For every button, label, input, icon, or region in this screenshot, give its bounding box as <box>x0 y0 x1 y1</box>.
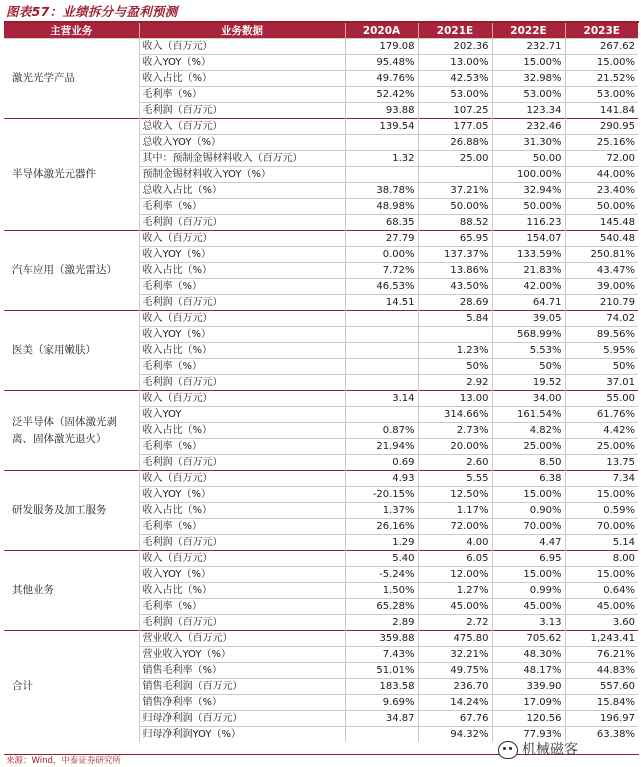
metric-label: 毛利润（百万元） <box>139 535 345 551</box>
value-cell <box>345 327 418 343</box>
metric-label: 毛利润（百万元） <box>139 455 345 471</box>
value-cell: 89.56% <box>565 327 638 343</box>
value-cell: 61.76% <box>565 407 638 423</box>
value-cell: 120.56 <box>492 711 565 727</box>
watermark <box>498 740 578 760</box>
value-cell: 7.34 <box>565 471 638 487</box>
value-cell: 210.79 <box>565 295 638 311</box>
metric-label: 总收入（百万元） <box>139 119 345 135</box>
value-cell: 25.00 <box>418 151 492 167</box>
value-cell: 19.52 <box>492 375 565 391</box>
value-cell: 290.95 <box>565 119 638 135</box>
value-cell: 2.92 <box>418 375 492 391</box>
value-cell: 65.28% <box>345 599 418 615</box>
value-cell: 141.84 <box>565 103 638 119</box>
value-cell: 540.48 <box>565 231 638 247</box>
value-cell: -20.15% <box>345 487 418 503</box>
value-cell: 2.60 <box>418 455 492 471</box>
value-cell: 5.40 <box>345 551 418 567</box>
value-cell: 21.83% <box>492 263 565 279</box>
value-cell <box>345 343 418 359</box>
value-cell: 45.00% <box>492 599 565 615</box>
value-cell: 50.00% <box>418 199 492 215</box>
value-cell: 314.66% <box>418 407 492 423</box>
metric-label: 毛利率（%） <box>139 439 345 455</box>
header-2020a: 2020A <box>345 23 418 39</box>
value-cell: 0.64% <box>565 583 638 599</box>
metric-label: 营业收入（百万元） <box>139 631 345 647</box>
metric-label: 收入YOY（%） <box>139 327 345 343</box>
header-2023e: 2023E <box>565 23 638 39</box>
header-2022e: 2022E <box>492 23 565 39</box>
value-cell: 21.52% <box>565 71 638 87</box>
metric-label: 收入占比（%） <box>139 583 345 599</box>
value-cell: 67.76 <box>418 711 492 727</box>
value-cell: 32.21% <box>418 647 492 663</box>
value-cell: 5.55 <box>418 471 492 487</box>
table-row <box>4 119 638 135</box>
value-cell: 26.88% <box>418 135 492 151</box>
value-cell: -5.24% <box>345 567 418 583</box>
value-cell: 38.78% <box>345 183 418 199</box>
value-cell: 2.89 <box>345 615 418 631</box>
value-cell: 0.69 <box>345 455 418 471</box>
value-cell: 63.38% <box>565 727 638 743</box>
segment-name: 半导体激光元器件 <box>4 119 139 231</box>
value-cell: 3.14 <box>345 391 418 407</box>
value-cell: 1.17% <box>418 503 492 519</box>
segment-name: 医美（家用嫩肤） <box>4 311 139 391</box>
value-cell: 32.98% <box>492 71 565 87</box>
header-segment: 主营业务 <box>4 23 139 39</box>
value-cell: 12.00% <box>418 567 492 583</box>
metric-label: 收入占比（%） <box>139 503 345 519</box>
value-cell: 37.21% <box>418 183 492 199</box>
value-cell: 557.60 <box>565 679 638 695</box>
value-cell: 5.53% <box>492 343 565 359</box>
value-cell: 9.69% <box>345 695 418 711</box>
value-cell: 49.75% <box>418 663 492 679</box>
value-cell: 72.00% <box>418 519 492 535</box>
table-row <box>4 391 638 407</box>
value-cell: 0.87% <box>345 423 418 439</box>
metric-label: 收入占比（%） <box>139 71 345 87</box>
value-cell: 50% <box>565 359 638 375</box>
value-cell: 74.02 <box>565 311 638 327</box>
value-cell: 43.47% <box>565 263 638 279</box>
value-cell: 50% <box>418 359 492 375</box>
metric-label: 总收入占比（%） <box>139 183 345 199</box>
value-cell: 6.95 <box>492 551 565 567</box>
metric-label: 毛利率（%） <box>139 599 345 615</box>
value-cell: 107.25 <box>418 103 492 119</box>
metric-label: 毛利润（百万元） <box>139 615 345 631</box>
value-cell: 15.00% <box>492 55 565 71</box>
metric-label: 其中：预制金锡材料收入（百万元） <box>139 151 345 167</box>
value-cell: 27.79 <box>345 231 418 247</box>
metric-label: 毛利率（%） <box>139 359 345 375</box>
value-cell: 359.88 <box>345 631 418 647</box>
value-cell: 39.00% <box>565 279 638 295</box>
value-cell: 94.32% <box>418 727 492 743</box>
figure-title: 图表57：业绩拆分与盈利预测 <box>6 4 178 19</box>
value-cell: 154.07 <box>492 231 565 247</box>
value-cell: 70.00% <box>565 519 638 535</box>
value-cell: 49.76% <box>345 71 418 87</box>
value-cell <box>345 135 418 151</box>
value-cell: 161.54% <box>492 407 565 423</box>
metric-label: 收入（百万元） <box>139 391 345 407</box>
value-cell: 202.36 <box>418 39 492 55</box>
segment-name: 激光光学产品 <box>4 39 139 119</box>
value-cell: 50% <box>492 359 565 375</box>
metric-label: 收入（百万元） <box>139 471 345 487</box>
value-cell: 42.00% <box>492 279 565 295</box>
value-cell: 88.52 <box>418 215 492 231</box>
table-body <box>4 39 638 743</box>
value-cell: 12.50% <box>418 487 492 503</box>
value-cell: 232.46 <box>492 119 565 135</box>
value-cell: 25.00% <box>492 439 565 455</box>
value-cell: 123.34 <box>492 103 565 119</box>
value-cell: 25.16% <box>565 135 638 151</box>
metric-label: 归母净利润（百万元） <box>139 711 345 727</box>
value-cell: 53.00% <box>565 87 638 103</box>
value-cell: 51.01% <box>345 663 418 679</box>
value-cell: 26.16% <box>345 519 418 535</box>
value-cell: 14.24% <box>418 695 492 711</box>
value-cell: 145.48 <box>565 215 638 231</box>
value-cell: 34.00 <box>492 391 565 407</box>
value-cell: 15.00% <box>565 487 638 503</box>
value-cell: 31.30% <box>492 135 565 151</box>
value-cell: 53.00% <box>418 87 492 103</box>
value-cell: 4.42% <box>565 423 638 439</box>
value-cell: 8.00 <box>565 551 638 567</box>
value-cell: 42.53% <box>418 71 492 87</box>
value-cell: 55.00 <box>565 391 638 407</box>
header-2021e: 2021E <box>418 23 492 39</box>
value-cell: 0.90% <box>492 503 565 519</box>
value-cell: 64.71 <box>492 295 565 311</box>
metric-label: 收入YOY（%） <box>139 55 345 71</box>
value-cell: 25.00% <box>565 439 638 455</box>
value-cell <box>345 167 418 183</box>
value-cell: 95.48% <box>345 55 418 71</box>
metric-label: 收入YOY <box>139 407 345 423</box>
value-cell: 0.00% <box>345 247 418 263</box>
header-metric: 业务数据 <box>139 23 345 39</box>
value-cell: 48.98% <box>345 199 418 215</box>
value-cell: 1.29 <box>345 535 418 551</box>
value-cell: 4.93 <box>345 471 418 487</box>
value-cell: 3.60 <box>565 615 638 631</box>
metric-label: 归母净利润YOY（%） <box>139 727 345 743</box>
value-cell: 45.00% <box>565 599 638 615</box>
table-row <box>4 311 638 327</box>
metric-label: 毛利润（百万元） <box>139 215 345 231</box>
value-cell: 93.88 <box>345 103 418 119</box>
value-cell: 23.40% <box>565 183 638 199</box>
value-cell: 7.72% <box>345 263 418 279</box>
value-cell: 177.05 <box>418 119 492 135</box>
metric-label: 收入（百万元） <box>139 311 345 327</box>
value-cell: 50.00 <box>492 151 565 167</box>
value-cell: 133.59% <box>492 247 565 263</box>
table-row <box>4 39 638 55</box>
value-cell: 15.84% <box>565 695 638 711</box>
value-cell: 0.99% <box>492 583 565 599</box>
table-header-row <box>4 23 638 39</box>
segment-name: 其他业务 <box>4 551 139 631</box>
value-cell: 14.51 <box>345 295 418 311</box>
value-cell: 53.00% <box>492 87 565 103</box>
value-cell: 339.90 <box>492 679 565 695</box>
value-cell <box>345 727 418 743</box>
wechat-logo-icon <box>498 741 518 759</box>
value-cell: 5.14 <box>565 535 638 551</box>
value-cell <box>345 407 418 423</box>
metric-label: 收入（百万元） <box>139 231 345 247</box>
metric-label: 毛利润（百万元） <box>139 103 345 119</box>
value-cell: 43.50% <box>418 279 492 295</box>
value-cell: 15.00% <box>565 567 638 583</box>
value-cell: 8.50 <box>492 455 565 471</box>
metric-label: 销售毛利率（%） <box>139 663 345 679</box>
value-cell <box>345 375 418 391</box>
value-cell: 4.82% <box>492 423 565 439</box>
value-cell: 21.94% <box>345 439 418 455</box>
metric-label: 收入占比（%） <box>139 423 345 439</box>
value-cell: 1.27% <box>418 583 492 599</box>
value-cell: 15.00% <box>492 487 565 503</box>
value-cell: 76.21% <box>565 647 638 663</box>
metric-label: 预制金锡材料收入YOY（%） <box>139 167 345 183</box>
value-cell: 7.43% <box>345 647 418 663</box>
metric-label: 毛利率（%） <box>139 279 345 295</box>
value-cell: 196.97 <box>565 711 638 727</box>
value-cell: 1,243.41 <box>565 631 638 647</box>
value-cell: 15.00% <box>565 55 638 71</box>
value-cell: 77.93% <box>492 727 565 743</box>
value-cell: 1.37% <box>345 503 418 519</box>
forecast-table <box>4 23 638 742</box>
value-cell: 52.42% <box>345 87 418 103</box>
value-cell: 1.23% <box>418 343 492 359</box>
metric-label: 收入占比（%） <box>139 343 345 359</box>
value-cell: 39.05 <box>492 311 565 327</box>
value-cell <box>345 359 418 375</box>
source-note: 来源：Wind，中泰证券研究所 <box>6 756 121 766</box>
value-cell: 232.71 <box>492 39 565 55</box>
value-cell: 183.58 <box>345 679 418 695</box>
value-cell: 48.17% <box>492 663 565 679</box>
metric-label: 收入（百万元） <box>139 551 345 567</box>
value-cell: 137.37% <box>418 247 492 263</box>
segment-name: 合计 <box>4 631 139 743</box>
value-cell: 20.00% <box>418 439 492 455</box>
metric-label: 收入YOY（%） <box>139 567 345 583</box>
value-cell: 17.09% <box>492 695 565 711</box>
value-cell: 32.94% <box>492 183 565 199</box>
value-cell: 267.62 <box>565 39 638 55</box>
value-cell: 46.53% <box>345 279 418 295</box>
value-cell: 475.80 <box>418 631 492 647</box>
value-cell: 44.83% <box>565 663 638 679</box>
metric-label: 收入占比（%） <box>139 263 345 279</box>
metric-label: 毛利率（%） <box>139 519 345 535</box>
value-cell: 48.30% <box>492 647 565 663</box>
value-cell: 28.69 <box>418 295 492 311</box>
value-cell: 72.00 <box>565 151 638 167</box>
metric-label: 总收入YOY（%） <box>139 135 345 151</box>
value-cell: 45.00% <box>418 599 492 615</box>
value-cell: 4.47 <box>492 535 565 551</box>
value-cell <box>418 167 492 183</box>
value-cell: 13.86% <box>418 263 492 279</box>
value-cell: 6.05 <box>418 551 492 567</box>
value-cell: 65.95 <box>418 231 492 247</box>
value-cell: 2.72 <box>418 615 492 631</box>
metric-label: 收入YOY（%） <box>139 487 345 503</box>
segment-name: 研发服务及加工服务 <box>4 471 139 551</box>
value-cell: 5.95% <box>565 343 638 359</box>
value-cell <box>418 327 492 343</box>
table-row <box>4 631 638 647</box>
value-cell: 0.59% <box>565 503 638 519</box>
value-cell: 50.00% <box>492 199 565 215</box>
segment-name: 泛半导体（固体激光剥离、固体激光退火） <box>4 391 139 471</box>
metric-label: 营业收入YOY（%） <box>139 647 345 663</box>
value-cell: 4.00 <box>418 535 492 551</box>
value-cell: 705.62 <box>492 631 565 647</box>
value-cell: 3.13 <box>492 615 565 631</box>
metric-label: 收入（百万元） <box>139 39 345 55</box>
segment-name: 汽车应用（激光雷达） <box>4 231 139 311</box>
value-cell: 1.50% <box>345 583 418 599</box>
metric-label: 毛利率（%） <box>139 199 345 215</box>
metric-label: 销售毛利润（百万元） <box>139 679 345 695</box>
value-cell: 1.32 <box>345 151 418 167</box>
value-cell: 70.00% <box>492 519 565 535</box>
value-cell: 15.00% <box>492 567 565 583</box>
value-cell: 50.00% <box>565 199 638 215</box>
metric-label: 毛利润（百万元） <box>139 375 345 391</box>
value-cell: 34.87 <box>345 711 418 727</box>
watermark-text: 机械磁客 <box>522 742 578 758</box>
value-cell: 100.00% <box>492 167 565 183</box>
value-cell: 179.08 <box>345 39 418 55</box>
metric-label: 收入YOY（%） <box>139 247 345 263</box>
value-cell: 13.00% <box>418 55 492 71</box>
value-cell: 236.70 <box>418 679 492 695</box>
value-cell: 568.99% <box>492 327 565 343</box>
table-row <box>4 551 638 567</box>
value-cell: 44.00% <box>565 167 638 183</box>
value-cell: 68.35 <box>345 215 418 231</box>
value-cell: 250.81% <box>565 247 638 263</box>
value-cell <box>345 311 418 327</box>
metric-label: 毛利润（百万元） <box>139 295 345 311</box>
value-cell: 139.54 <box>345 119 418 135</box>
value-cell: 2.73% <box>418 423 492 439</box>
value-cell: 37.01 <box>565 375 638 391</box>
value-cell: 5.84 <box>418 311 492 327</box>
value-cell: 13.75 <box>565 455 638 471</box>
value-cell: 6.38 <box>492 471 565 487</box>
table-row <box>4 471 638 487</box>
table-row <box>4 231 638 247</box>
value-cell: 13.00 <box>418 391 492 407</box>
metric-label: 毛利率（%） <box>139 87 345 103</box>
metric-label: 销售净利率（%） <box>139 695 345 711</box>
value-cell: 116.23 <box>492 215 565 231</box>
